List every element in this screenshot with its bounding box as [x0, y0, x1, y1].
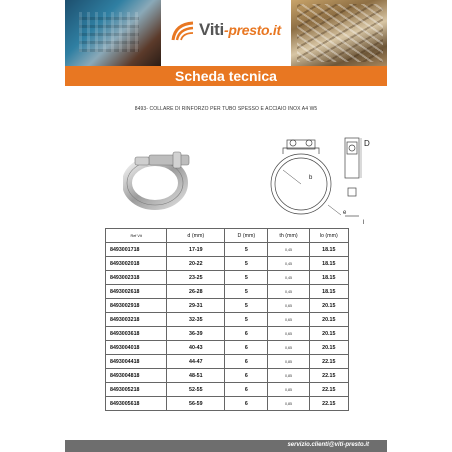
cell-lo: 20.15 — [309, 313, 348, 327]
page-title: Scheda tecnica — [65, 66, 387, 86]
cell-d: 26-28 — [167, 285, 225, 299]
cell-lo: 20.15 — [309, 341, 348, 355]
cell-th: 0,45 — [268, 285, 309, 299]
cell-D: 5 — [225, 313, 268, 327]
table-row — [106, 257, 349, 271]
cell-D: 6 — [225, 341, 268, 355]
logo-main: Viti — [199, 20, 224, 39]
cell-lo: 20.15 — [309, 327, 348, 341]
footer-email-link[interactable]: servizio.clienti@viti-presto.it — [287, 442, 369, 448]
cell-lo: 18.15 — [309, 257, 348, 271]
header-lo: lo (mm) — [309, 229, 348, 243]
cell-d: 23-25 — [167, 271, 225, 285]
cell-D: 5 — [225, 257, 268, 271]
table-row — [106, 383, 349, 397]
header-d: d (mm) — [167, 229, 225, 243]
cell-ref: 8493002618 — [106, 285, 167, 299]
logo-swoosh-icon — [171, 20, 195, 42]
cell-D: 5 — [225, 271, 268, 285]
cell-lo: 22.15 — [309, 383, 348, 397]
technical-drawing — [271, 138, 361, 216]
product-subtitle: 8493- COLLARE DI RINFORZO PER TUBO SPESSO E ACCIAIO INOX A4 W5 — [134, 106, 318, 112]
cell-d: 32-35 — [167, 313, 225, 327]
cell-th: 0,85 — [268, 369, 309, 383]
logo-accent: -presto.it — [223, 22, 281, 38]
cell-ref: 8493002918 — [106, 299, 167, 313]
cell-D: 5 — [225, 299, 268, 313]
logo — [161, 0, 291, 66]
table-row — [106, 299, 349, 313]
table-row — [106, 285, 349, 299]
cell-D: 5 — [225, 285, 268, 299]
cell-th: 0,45 — [268, 271, 309, 285]
cell-lo: 20.15 — [309, 299, 348, 313]
cell-lo: 18.15 — [309, 243, 348, 257]
cell-d: 44-47 — [167, 355, 225, 369]
label-e: e — [343, 210, 347, 216]
cell-d: 17-19 — [167, 243, 225, 257]
cell-D: 6 — [225, 355, 268, 369]
cell-th: 0,85 — [268, 355, 309, 369]
header-th: th (mm) — [268, 229, 309, 243]
cell-ref: 8493001718 — [106, 243, 167, 257]
footer-bar — [65, 440, 387, 452]
table-header-row — [106, 229, 349, 243]
clamp-photo — [127, 152, 189, 205]
cell-th: 0,45 — [268, 257, 309, 271]
header-photo-screws — [291, 0, 387, 66]
cell-ref: 8493002318 — [106, 271, 167, 285]
cell-d: 36-39 — [167, 327, 225, 341]
cell-lo: 22.15 — [309, 369, 348, 383]
cell-lo: 22.15 — [309, 355, 348, 369]
table-row — [106, 243, 349, 257]
cell-th: 0,85 — [268, 383, 309, 397]
header-ref: Ref Vit — [106, 229, 167, 243]
cell-lo: 18.15 — [309, 271, 348, 285]
cell-d: 40-43 — [167, 341, 225, 355]
spec-table — [105, 228, 349, 411]
cell-d: 56-59 — [167, 397, 225, 411]
label-b: b — [309, 175, 313, 181]
table-row — [106, 327, 349, 341]
logo-text — [199, 20, 281, 40]
cell-D: 6 — [225, 327, 268, 341]
product-diagram — [123, 128, 393, 228]
cell-lo: 18.15 — [309, 285, 348, 299]
cell-D: 5 — [225, 243, 268, 257]
table-row — [106, 355, 349, 369]
table-row — [106, 271, 349, 285]
cell-d: 52-55 — [167, 383, 225, 397]
cell-th: 0,65 — [268, 327, 309, 341]
cell-d: 29-31 — [167, 299, 225, 313]
cell-lo: 22.15 — [309, 397, 348, 411]
cell-d: 20-22 — [167, 257, 225, 271]
table-row — [106, 313, 349, 327]
cell-ref: 8493004418 — [106, 355, 167, 369]
cell-ref: 8493004818 — [106, 369, 167, 383]
cell-D: 6 — [225, 369, 268, 383]
header-D: D (mm) — [225, 229, 268, 243]
cell-D: 6 — [225, 397, 268, 411]
label-D: D — [364, 139, 370, 148]
cell-ref: 8493004018 — [106, 341, 167, 355]
header-photo-tools — [65, 0, 161, 66]
cell-th: 0,45 — [268, 243, 309, 257]
cell-D: 6 — [225, 383, 268, 397]
cell-ref: 8493003218 — [106, 313, 167, 327]
cell-th: 0,65 — [268, 299, 309, 313]
cell-th: 0,65 — [268, 313, 309, 327]
cell-ref: 8493005218 — [106, 383, 167, 397]
table-row — [106, 397, 349, 411]
datasheet-page — [65, 0, 387, 452]
cell-d: 48-51 — [167, 369, 225, 383]
cell-th: 0,85 — [268, 397, 309, 411]
cell-th: 0,65 — [268, 341, 309, 355]
table-row — [106, 369, 349, 383]
cell-ref: 8493002018 — [106, 257, 167, 271]
label-l: l — [363, 220, 365, 226]
cell-ref: 8493005618 — [106, 397, 167, 411]
cell-ref: 8493003618 — [106, 327, 167, 341]
table-row — [106, 341, 349, 355]
